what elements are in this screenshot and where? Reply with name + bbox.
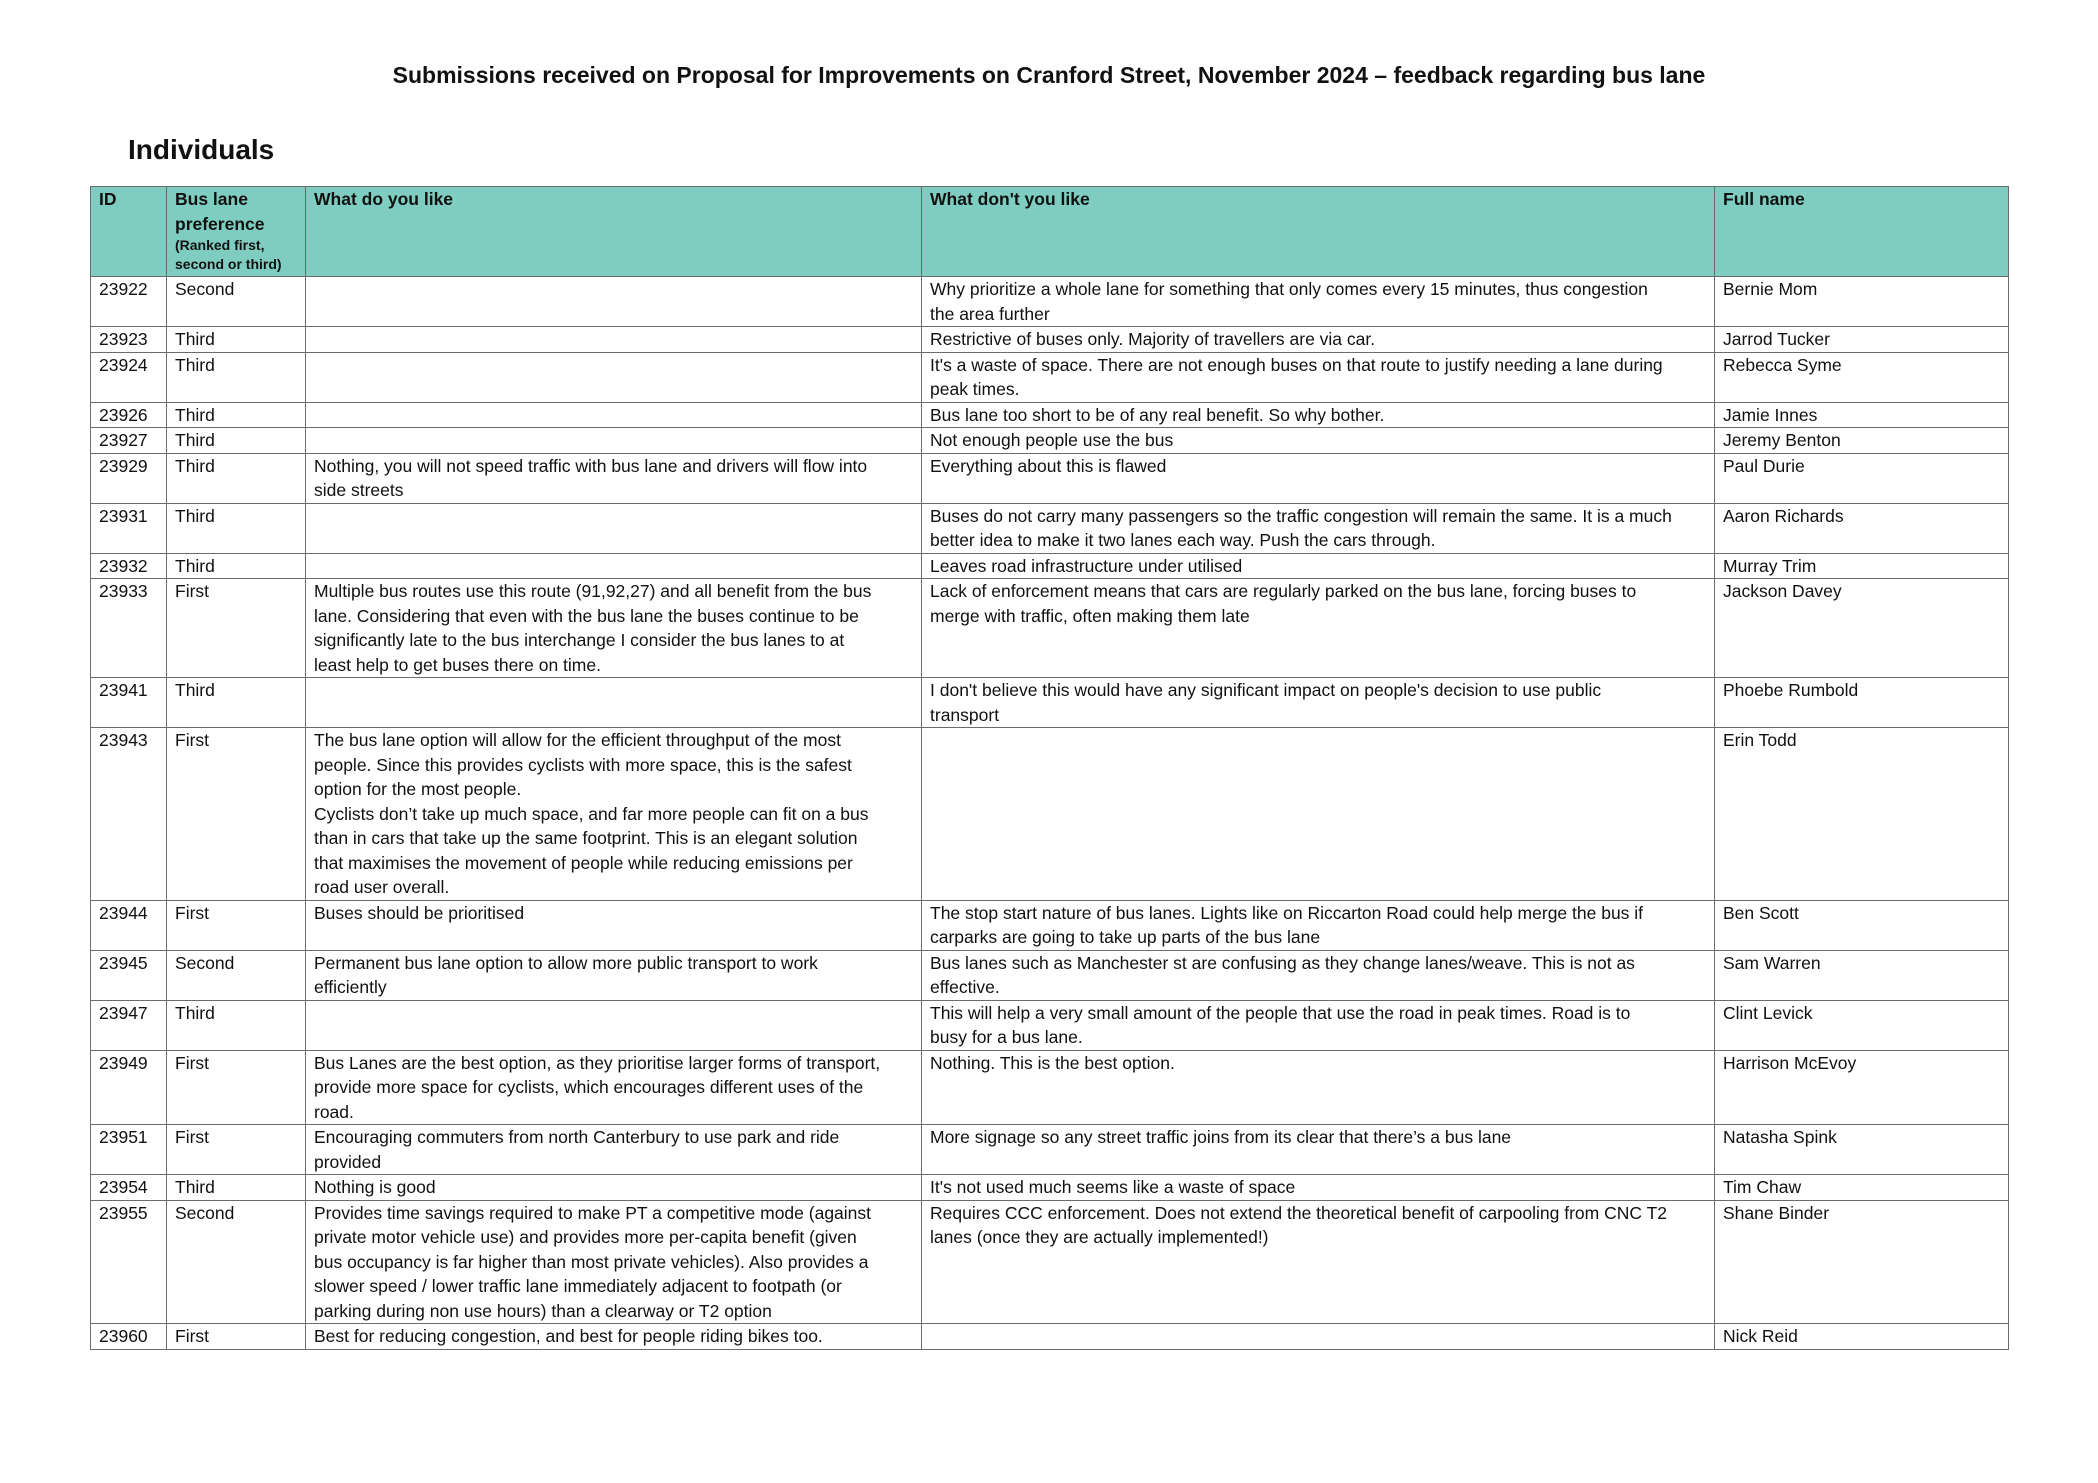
cell-like: Permanent bus lane option to allow more public transport to work efficiently [306, 950, 922, 1000]
submissions-table [90, 186, 2009, 1350]
cell-preference: Third [167, 678, 306, 728]
cell-full-name: Erin Todd [1715, 728, 2009, 901]
table-row [91, 402, 2009, 428]
cell-dislike: Buses do not carry many passengers so the traffic congestion will remain the same. It is a much better idea to make it two lanes each way. Push the cars through. [922, 503, 1715, 553]
header-name: Full name [1715, 187, 2009, 277]
table-row [91, 1324, 2009, 1350]
cell-preference: First [167, 579, 306, 678]
cell-preference: First [167, 1050, 306, 1125]
cell-id: 23933 [91, 579, 167, 678]
document-title: Submissions received on Proposal for Improvements on Cranford Street, November 2024 – feedback regarding bus lane [392, 62, 1706, 88]
table-row [91, 1125, 2009, 1175]
cell-like [306, 327, 922, 353]
table-body [91, 277, 2009, 1350]
cell-like [306, 553, 922, 579]
cell-preference: Third [167, 1175, 306, 1201]
cell-full-name: Phoebe Rumbold [1715, 678, 2009, 728]
cell-like: Bus Lanes are the best option, as they prioritise larger forms of transport, provide more space for cyclists, which encourages different uses of the road. [306, 1050, 922, 1125]
cell-id: 23941 [91, 678, 167, 728]
cell-id: 23960 [91, 1324, 167, 1350]
cell-preference: First [167, 1125, 306, 1175]
table-row [91, 950, 2009, 1000]
cell-id: 23923 [91, 327, 167, 353]
cell-id: 23951 [91, 1125, 167, 1175]
cell-full-name: Harrison McEvoy [1715, 1050, 2009, 1125]
cell-dislike: Restrictive of buses only. Majority of travellers are via car. [922, 327, 1715, 353]
cell-full-name: Rebecca Syme [1715, 352, 2009, 402]
cell-preference: Second [167, 950, 306, 1000]
cell-id: 23947 [91, 1000, 167, 1050]
cell-full-name: Aaron Richards [1715, 503, 2009, 553]
cell-like: Buses should be prioritised [306, 900, 922, 950]
cell-dislike: More signage so any street traffic joins from its clear that there’s a bus lane [922, 1125, 1715, 1175]
cell-dislike [922, 1324, 1715, 1350]
table-row [91, 352, 2009, 402]
cell-id: 23929 [91, 453, 167, 503]
cell-id: 23944 [91, 900, 167, 950]
cell-dislike: Lack of enforcement means that cars are regularly parked on the bus lane, forcing buses to merge with traffic, often making them late [922, 579, 1715, 678]
cell-dislike: I don't believe this would have any significant impact on people's decision to use public transport [922, 678, 1715, 728]
table-row [91, 503, 2009, 553]
cell-full-name: Nick Reid [1715, 1324, 2009, 1350]
cell-id: 23932 [91, 553, 167, 579]
cell-dislike: Leaves road infrastructure under utilised [922, 553, 1715, 579]
cell-like: Provides time savings required to make PT a competitive mode (against private motor vehicle use) and provides more per-capita benefit (given bus occupancy is far higher than most private vehicles). Also provides a slower speed / lower traffic lane immediately adjacent to footpath (or parking during non use hours) than a clearway or T2 option [306, 1200, 922, 1324]
table-row [91, 678, 2009, 728]
cell-full-name: Tim Chaw [1715, 1175, 2009, 1201]
cell-dislike: Everything about this is flawed [922, 453, 1715, 503]
cell-full-name: Clint Levick [1715, 1000, 2009, 1050]
cell-like [306, 402, 922, 428]
cell-like: Best for reducing congestion, and best for people riding bikes too. [306, 1324, 922, 1350]
cell-like: Nothing, you will not speed traffic with bus lane and drivers will flow into side streets [306, 453, 922, 503]
header-id: ID [91, 187, 167, 277]
cell-like: Nothing is good [306, 1175, 922, 1201]
cell-full-name: Bernie Mom [1715, 277, 2009, 327]
header-preference [167, 187, 306, 277]
table-row [91, 1050, 2009, 1125]
table-row [91, 1000, 2009, 1050]
cell-full-name: Jarrod Tucker [1715, 327, 2009, 353]
cell-like: The bus lane option will allow for the efficient throughput of the most people. Since this provides cyclists with more space, this is the safest option for the most people. Cyclists don’t take up much space, and far more people can fit on a bus than in cars that take up the same footprint. This is an elegant solution that maximises the movement of people while reducing emissions per road user overall. [306, 728, 922, 901]
cell-id: 23945 [91, 950, 167, 1000]
cell-preference: Third [167, 327, 306, 353]
cell-dislike: The stop start nature of bus lanes. Lights like on Riccarton Road could help merge the bus if carparks are going to take up parts of the bus lane [922, 900, 1715, 950]
cell-full-name: Sam Warren [1715, 950, 2009, 1000]
header-dislike: What don't you like [922, 187, 1715, 277]
cell-preference: First [167, 728, 306, 901]
cell-id: 23922 [91, 277, 167, 327]
header-preference-note: (Ranked first, second or third) [175, 237, 282, 272]
cell-dislike: Bus lanes such as Manchester st are confusing as they change lanes/weave. This is not as effective. [922, 950, 1715, 1000]
cell-preference: Third [167, 428, 306, 454]
section-heading: Individuals [128, 134, 275, 165]
table-row [91, 327, 2009, 353]
cell-full-name: Natasha Spink [1715, 1125, 2009, 1175]
cell-full-name: Jackson Davey [1715, 579, 2009, 678]
table-row [91, 1175, 2009, 1201]
cell-id: 23955 [91, 1200, 167, 1324]
cell-full-name: Shane Binder [1715, 1200, 2009, 1324]
cell-like [306, 678, 922, 728]
cell-dislike: Why prioritize a whole lane for something that only comes every 15 minutes, thus congestion the area further [922, 277, 1715, 327]
cell-dislike: Requires CCC enforcement. Does not extend the theoretical benefit of carpooling from CNC T2 lanes (once they are actually implemented!) [922, 1200, 1715, 1324]
cell-preference: Third [167, 1000, 306, 1050]
cell-dislike [922, 728, 1715, 901]
cell-preference: Second [167, 277, 306, 327]
cell-full-name: Paul Durie [1715, 453, 2009, 503]
header-like: What do you like [306, 187, 922, 277]
cell-preference: Third [167, 503, 306, 553]
cell-id: 23954 [91, 1175, 167, 1201]
cell-like [306, 503, 922, 553]
cell-id: 23926 [91, 402, 167, 428]
cell-dislike: It's a waste of space. There are not enough buses on that route to justify needing a lane during peak times. [922, 352, 1715, 402]
cell-id: 23924 [91, 352, 167, 402]
cell-preference: Third [167, 553, 306, 579]
cell-id: 23943 [91, 728, 167, 901]
table-row [91, 453, 2009, 503]
table-header-row [91, 187, 2009, 277]
table-row [91, 579, 2009, 678]
cell-like [306, 428, 922, 454]
cell-dislike: Not enough people use the bus [922, 428, 1715, 454]
cell-full-name: Murray Trim [1715, 553, 2009, 579]
cell-preference: Third [167, 352, 306, 402]
cell-id: 23927 [91, 428, 167, 454]
cell-full-name: Ben Scott [1715, 900, 2009, 950]
cell-like [306, 277, 922, 327]
cell-dislike: This will help a very small amount of the people that use the road in peak times. Road is to busy for a bus lane. [922, 1000, 1715, 1050]
cell-id: 23931 [91, 503, 167, 553]
cell-like: Encouraging commuters from north Canterbury to use park and ride provided [306, 1125, 922, 1175]
cell-like [306, 1000, 922, 1050]
table-row [91, 728, 2009, 901]
table-row [91, 900, 2009, 950]
header-preference-label: Bus lane preference [175, 189, 265, 234]
cell-full-name: Jamie Innes [1715, 402, 2009, 428]
cell-preference: Third [167, 453, 306, 503]
table-row [91, 428, 2009, 454]
cell-preference: Second [167, 1200, 306, 1324]
cell-dislike: It's not used much seems like a waste of space [922, 1175, 1715, 1201]
cell-like: Multiple bus routes use this route (91,92,27) and all benefit from the bus lane. Considering that even with the bus lane the buses continue to be significantly late to the bus interchange I consider the bus lanes to at least help to get buses there on time. [306, 579, 922, 678]
cell-dislike: Nothing. This is the best option. [922, 1050, 1715, 1125]
table-row [91, 1200, 2009, 1324]
cell-id: 23949 [91, 1050, 167, 1125]
cell-dislike: Bus lane too short to be of any real benefit. So why bother. [922, 402, 1715, 428]
cell-full-name: Jeremy Benton [1715, 428, 2009, 454]
table-row [91, 277, 2009, 327]
table-row [91, 553, 2009, 579]
cell-like [306, 352, 922, 402]
cell-preference: First [167, 900, 306, 950]
cell-preference: Third [167, 402, 306, 428]
cell-preference: First [167, 1324, 306, 1350]
